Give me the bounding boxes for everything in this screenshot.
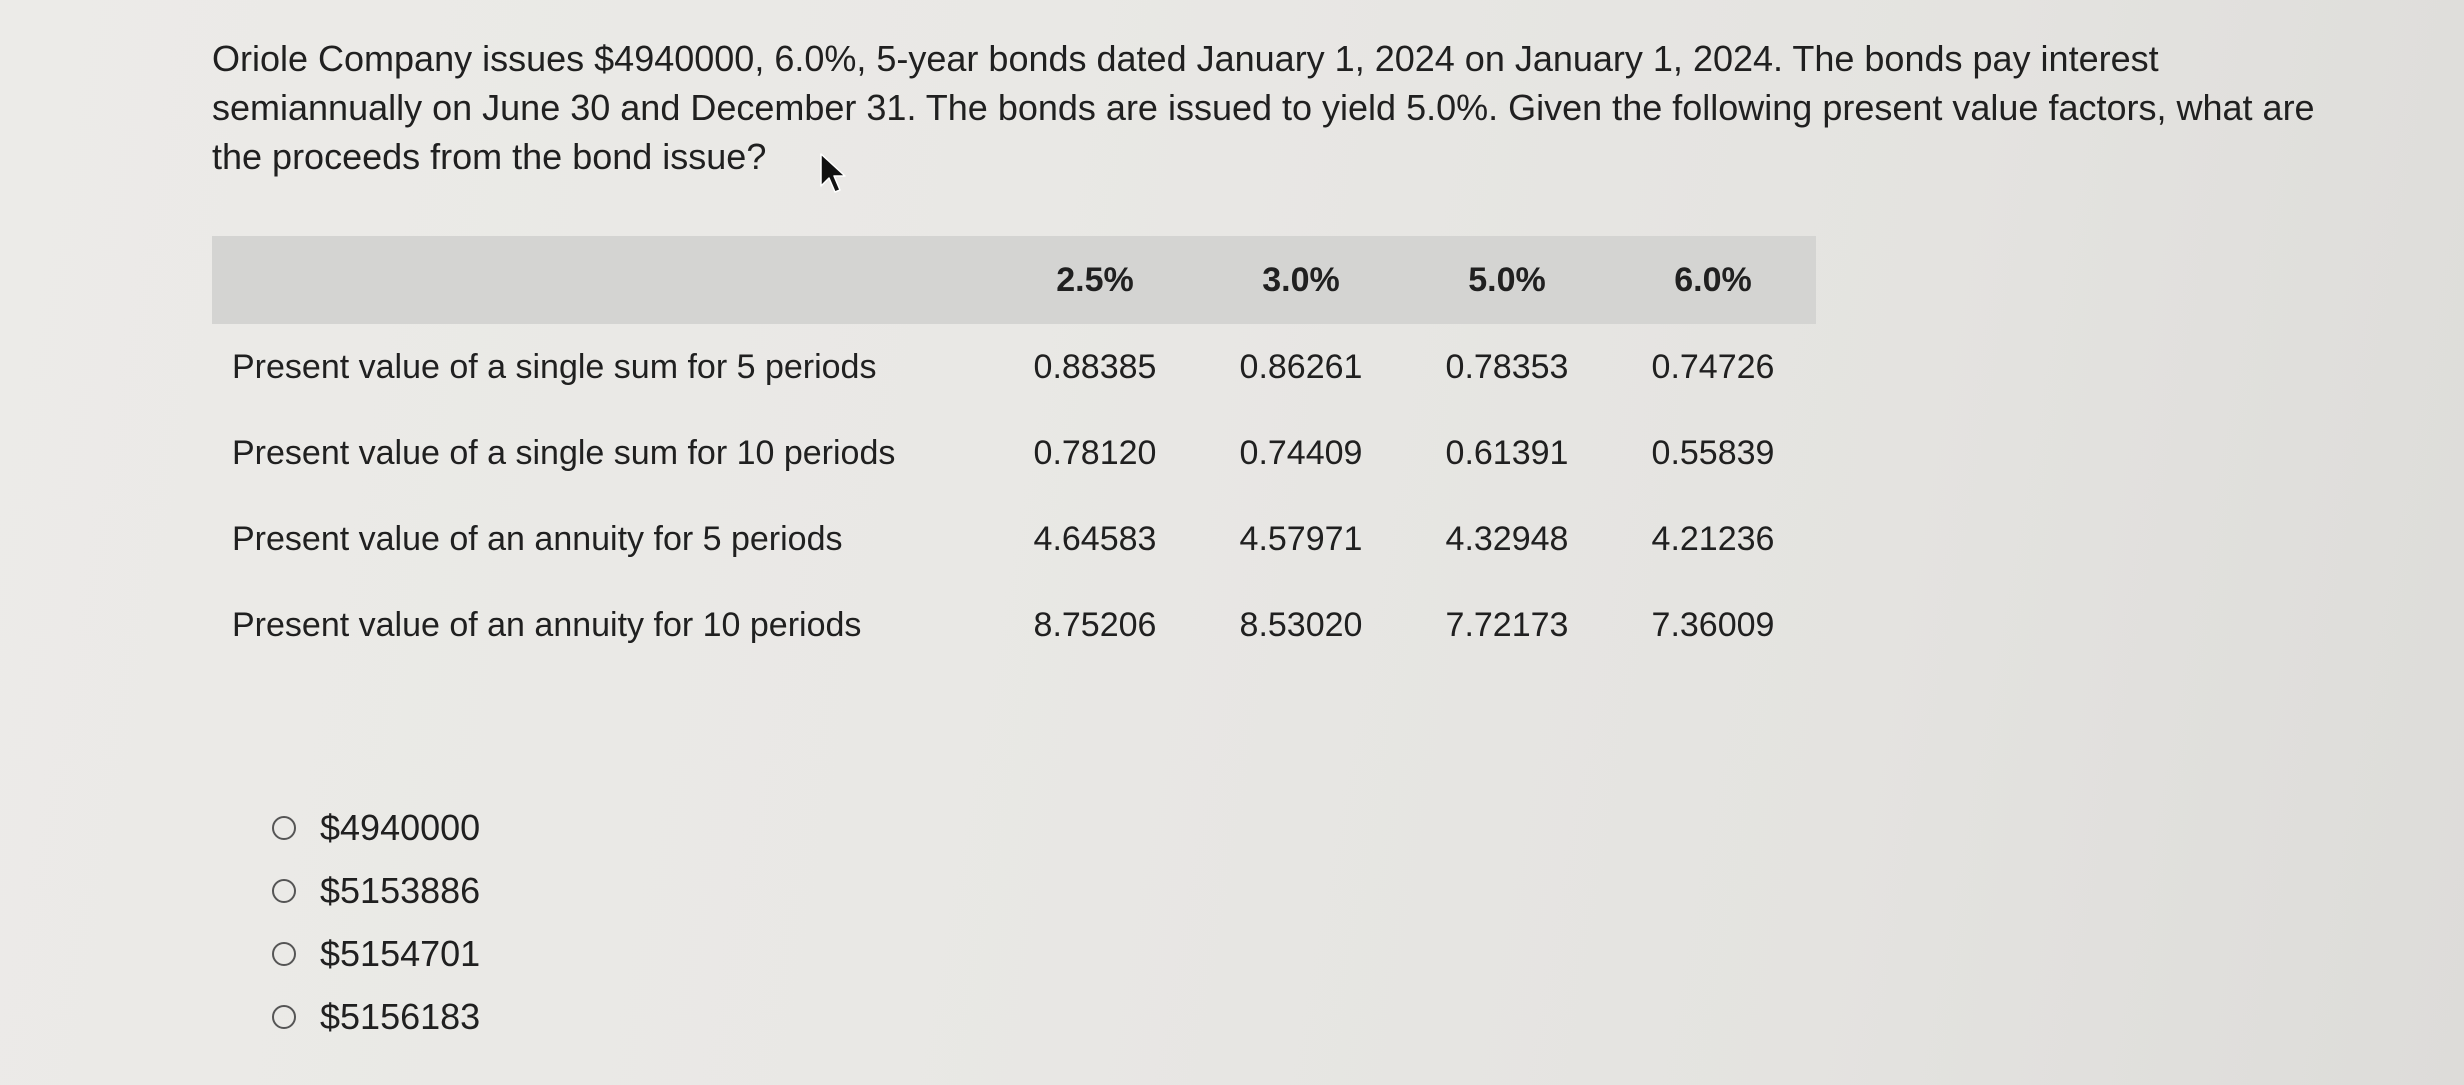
row-label: Present value of an annuity for 5 periods <box>232 519 843 558</box>
table-cell: 0.78353 <box>1445 347 1569 386</box>
table-row <box>212 410 1816 496</box>
row-label: Present value of a single sum for 10 periods <box>232 433 896 472</box>
answer-option[interactable] <box>272 985 480 1048</box>
table-cell: 4.21236 <box>1651 519 1775 558</box>
answer-option-label: $4940000 <box>320 806 481 848</box>
answer-option-label: $5156183 <box>320 995 481 1037</box>
row-label: Present value of an annuity for 10 periods <box>232 605 862 644</box>
table-header-rate: 3.0% <box>1262 260 1340 299</box>
answer-option[interactable] <box>272 796 480 859</box>
table-header-blank <box>212 236 992 324</box>
row-label: Present value of a single sum for 5 periods <box>232 347 877 386</box>
table-header-rate: 2.5% <box>1056 260 1134 299</box>
radio-button-icon[interactable] <box>272 816 296 840</box>
table-cell: 0.88385 <box>1033 347 1157 386</box>
table-cell: 0.78120 <box>1033 433 1157 472</box>
present-value-table <box>212 236 1816 668</box>
table-header-rate: 5.0% <box>1468 260 1546 299</box>
table-row <box>212 496 1816 582</box>
table-cell: 7.72173 <box>1445 605 1569 644</box>
answer-option[interactable] <box>272 859 480 922</box>
table-cell: 7.36009 <box>1651 605 1775 644</box>
table-cell: 8.75206 <box>1033 605 1157 644</box>
table-cell: 4.57971 <box>1239 519 1363 558</box>
table-row <box>212 582 1816 668</box>
radio-button-icon[interactable] <box>272 942 296 966</box>
table-cell: 0.74726 <box>1651 347 1775 386</box>
question-text: Oriole Company issues $4940000, 6.0%, 5-year bonds dated January 1, 2024 on January 1, 2024. The bonds pay interest semiannually on June 30 and December 31. The bonds are issued to yield 5.0%. Given the following present value factors, what are the proceeds from the bond issue? <box>212 38 2315 177</box>
table-cell: 4.64583 <box>1033 519 1157 558</box>
answer-option[interactable] <box>272 922 480 985</box>
table-cell: 0.55839 <box>1651 433 1775 472</box>
table-cell: 0.86261 <box>1239 347 1363 386</box>
radio-button-icon[interactable] <box>272 1005 296 1029</box>
table-row <box>212 324 1816 410</box>
mouse-pointer-icon <box>818 152 848 196</box>
table-header-rate: 6.0% <box>1674 260 1752 299</box>
answer-option-label: $5154701 <box>320 932 481 974</box>
answer-options <box>272 796 480 1048</box>
radio-button-icon[interactable] <box>272 879 296 903</box>
answer-option-label: $5153886 <box>320 869 481 911</box>
table-cell: 8.53020 <box>1239 605 1363 644</box>
table-cell: 0.61391 <box>1445 433 1569 472</box>
table-header-row <box>212 236 1816 324</box>
table-cell: 0.74409 <box>1239 433 1363 472</box>
table-cell: 4.32948 <box>1445 519 1569 558</box>
